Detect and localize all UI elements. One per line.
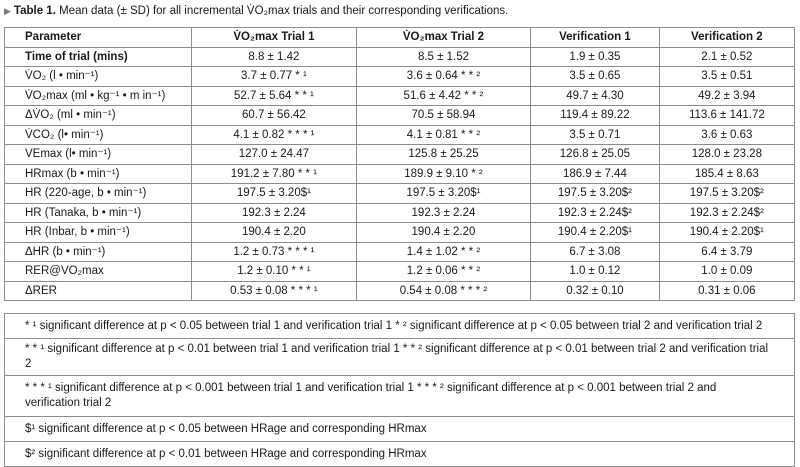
verification-1-cell: 126.8 ± 25.05 — [531, 145, 660, 165]
caption-marker-icon: ▶ — [4, 6, 11, 16]
table-row — [5, 262, 795, 282]
verification-1-cell: 6.7 ± 3.08 — [531, 242, 660, 262]
verification-1-cell: 0.32 ± 0.10 — [531, 281, 660, 301]
param-cell: HR (220-age, b • min⁻¹) — [5, 184, 192, 204]
footnote-row — [5, 417, 795, 442]
table-caption — [4, 3, 508, 19]
verification-1-cell: 197.5 ± 3.20$² — [531, 184, 660, 204]
trial-2-cell: 190.4 ± 2.20 — [356, 223, 530, 243]
footnote-5: $² significant difference at p < 0.01 between HRage and corresponding HRmax — [5, 442, 795, 467]
col-header-verification-2: Verification 2 — [659, 28, 794, 48]
param-cell: V̇O₂ (l • min⁻¹) — [5, 67, 192, 87]
verification-2-cell: 1.0 ± 0.09 — [659, 262, 794, 282]
footnote-1: * ¹ significant difference at p < 0.05 between trial 1 and verification trial 1 * ² significant difference at p < 0.05 between trial 2 and verification trial 2 — [5, 314, 795, 339]
table-row — [5, 86, 795, 106]
table-row — [5, 106, 795, 126]
verification-2-cell: 3.5 ± 0.51 — [659, 67, 794, 87]
trial-2-cell: 1.4 ± 1.02 * * ² — [356, 242, 530, 262]
param-cell: ΔV̇O₂ (ml • min⁻¹) — [5, 106, 192, 126]
verification-2-cell: 192.3 ± 2.24$² — [659, 203, 794, 223]
verification-2-cell: 6.4 ± 3.79 — [659, 242, 794, 262]
trial-1-cell: 127.0 ± 24.47 — [192, 145, 357, 165]
verification-1-cell: 192.3 ± 2.24$² — [531, 203, 660, 223]
trial-2-cell: 8.5 ± 1.52 — [356, 47, 530, 67]
verification-1-cell: 1.0 ± 0.12 — [531, 262, 660, 282]
param-cell: VEmax (l• min⁻¹) — [5, 145, 192, 165]
trial-2-cell: 0.54 ± 0.08 * * * ² — [356, 281, 530, 301]
table-row — [5, 125, 795, 145]
header-row — [5, 28, 795, 48]
verification-1-cell: 119.4 ± 89.22 — [531, 106, 660, 126]
param-cell: Time of trial (mins) — [5, 47, 192, 67]
table-row — [5, 203, 795, 223]
trial-2-cell: 192.3 ± 2.24 — [356, 203, 530, 223]
verification-2-cell: 49.2 ± 3.94 — [659, 86, 794, 106]
verification-2-cell: 185.4 ± 8.63 — [659, 164, 794, 184]
verification-2-cell: 197.5 ± 3.20$² — [659, 184, 794, 204]
col-header-trial-1: V̇O₂max Trial 1 — [192, 28, 357, 48]
footnotes-table — [4, 313, 795, 467]
trial-2-cell: 70.5 ± 58.94 — [356, 106, 530, 126]
trial-2-cell: 125.8 ± 25.25 — [356, 145, 530, 165]
footnote-row — [5, 314, 795, 339]
verification-2-cell: 128.0 ± 23.28 — [659, 145, 794, 165]
param-cell: ΔHR (b • min⁻¹) — [5, 242, 192, 262]
footnote-row — [5, 442, 795, 467]
col-header-verification-1: Verification 1 — [531, 28, 660, 48]
trial-2-cell: 4.1 ± 0.81 * * ² — [356, 125, 530, 145]
trial-1-cell: 4.1 ± 0.82 * * * ¹ — [192, 125, 357, 145]
param-cell: HR (Tanaka, b • min⁻¹) — [5, 203, 192, 223]
trial-1-cell: 191.2 ± 7.80 * * ¹ — [192, 164, 357, 184]
data-table — [4, 27, 795, 301]
col-header-parameter: Parameter — [5, 28, 192, 48]
footnote-3: * * * ¹ significant difference at p < 0.001 between trial 1 and verification trial 1 * * * ² significant difference at p < 0.001 between trial 2 and verification trial 2 — [5, 376, 795, 417]
trial-1-cell: 0.53 ± 0.08 * * * ¹ — [192, 281, 357, 301]
param-cell: HR (Inbar, b • min⁻¹) — [5, 223, 192, 243]
table-row — [5, 223, 795, 243]
footnote-row — [5, 376, 795, 417]
verification-2-cell: 190.4 ± 2.20$¹ — [659, 223, 794, 243]
verification-2-cell: 2.1 ± 0.52 — [659, 47, 794, 67]
trial-2-cell: 3.6 ± 0.64 * * ² — [356, 67, 530, 87]
trial-1-cell: 8.8 ± 1.42 — [192, 47, 357, 67]
table-row — [5, 67, 795, 87]
trial-2-cell: 1.2 ± 0.06 * * ² — [356, 262, 530, 282]
trial-1-cell: 190.4 ± 2.20 — [192, 223, 357, 243]
footnote-row — [5, 339, 795, 376]
verification-1-cell: 186.9 ± 7.44 — [531, 164, 660, 184]
footnote-2: * * ¹ significant difference at p < 0.01 between trial 1 and verification trial 1 * * ² significant difference at p < 0.01 between trial 2 and verification trial 2 — [5, 339, 795, 376]
verification-1-cell: 190.4 ± 2.20$¹ — [531, 223, 660, 243]
trial-1-cell: 60.7 ± 56.42 — [192, 106, 357, 126]
footnote-4: $¹ significant difference at p < 0.05 between HRage and corresponding HRmax — [5, 417, 795, 442]
verification-1-cell: 3.5 ± 0.71 — [531, 125, 660, 145]
table-row — [5, 184, 795, 204]
table-row — [5, 164, 795, 184]
trial-2-cell: 197.5 ± 3.20$¹ — [356, 184, 530, 204]
param-cell: HRmax (b • min⁻¹) — [5, 164, 192, 184]
verification-1-cell: 1.9 ± 0.35 — [531, 47, 660, 67]
col-header-trial-2: V̇O₂max Trial 2 — [356, 28, 530, 48]
trial-1-cell: 52.7 ± 5.64 * * ¹ — [192, 86, 357, 106]
verification-2-cell: 3.6 ± 0.63 — [659, 125, 794, 145]
caption-text: Mean data (± SD) for all incremental V̇O₂max trials and their corresponding verifications. — [59, 5, 509, 17]
trial-1-cell: 3.7 ± 0.77 * ¹ — [192, 67, 357, 87]
param-cell: ΔRER — [5, 281, 192, 301]
table-row — [5, 145, 795, 165]
verification-1-cell: 3.5 ± 0.65 — [531, 67, 660, 87]
verification-1-cell: 49.7 ± 4.30 — [531, 86, 660, 106]
param-cell: V̇O₂max (ml • kg⁻¹ • m in⁻¹) — [5, 86, 192, 106]
table-row — [5, 242, 795, 262]
table-row — [5, 281, 795, 301]
trial-2-cell: 189.9 ± 9.10 * ² — [356, 164, 530, 184]
trial-1-cell: 1.2 ± 0.10 * * ¹ — [192, 262, 357, 282]
verification-2-cell: 0.31 ± 0.06 — [659, 281, 794, 301]
trial-1-cell: 192.3 ± 2.24 — [192, 203, 357, 223]
param-cell: V̇CO₂ (l• min⁻¹) — [5, 125, 192, 145]
caption-label: Table 1. — [13, 5, 56, 17]
trial-1-cell: 1.2 ± 0.73 * * * ¹ — [192, 242, 357, 262]
param-cell: RER@VO₂max — [5, 262, 192, 282]
table-row — [5, 47, 795, 67]
verification-2-cell: 113.6 ± 141.72 — [659, 106, 794, 126]
trial-2-cell: 51.6 ± 4.42 * * ² — [356, 86, 530, 106]
trial-1-cell: 197.5 ± 3.20$¹ — [192, 184, 357, 204]
